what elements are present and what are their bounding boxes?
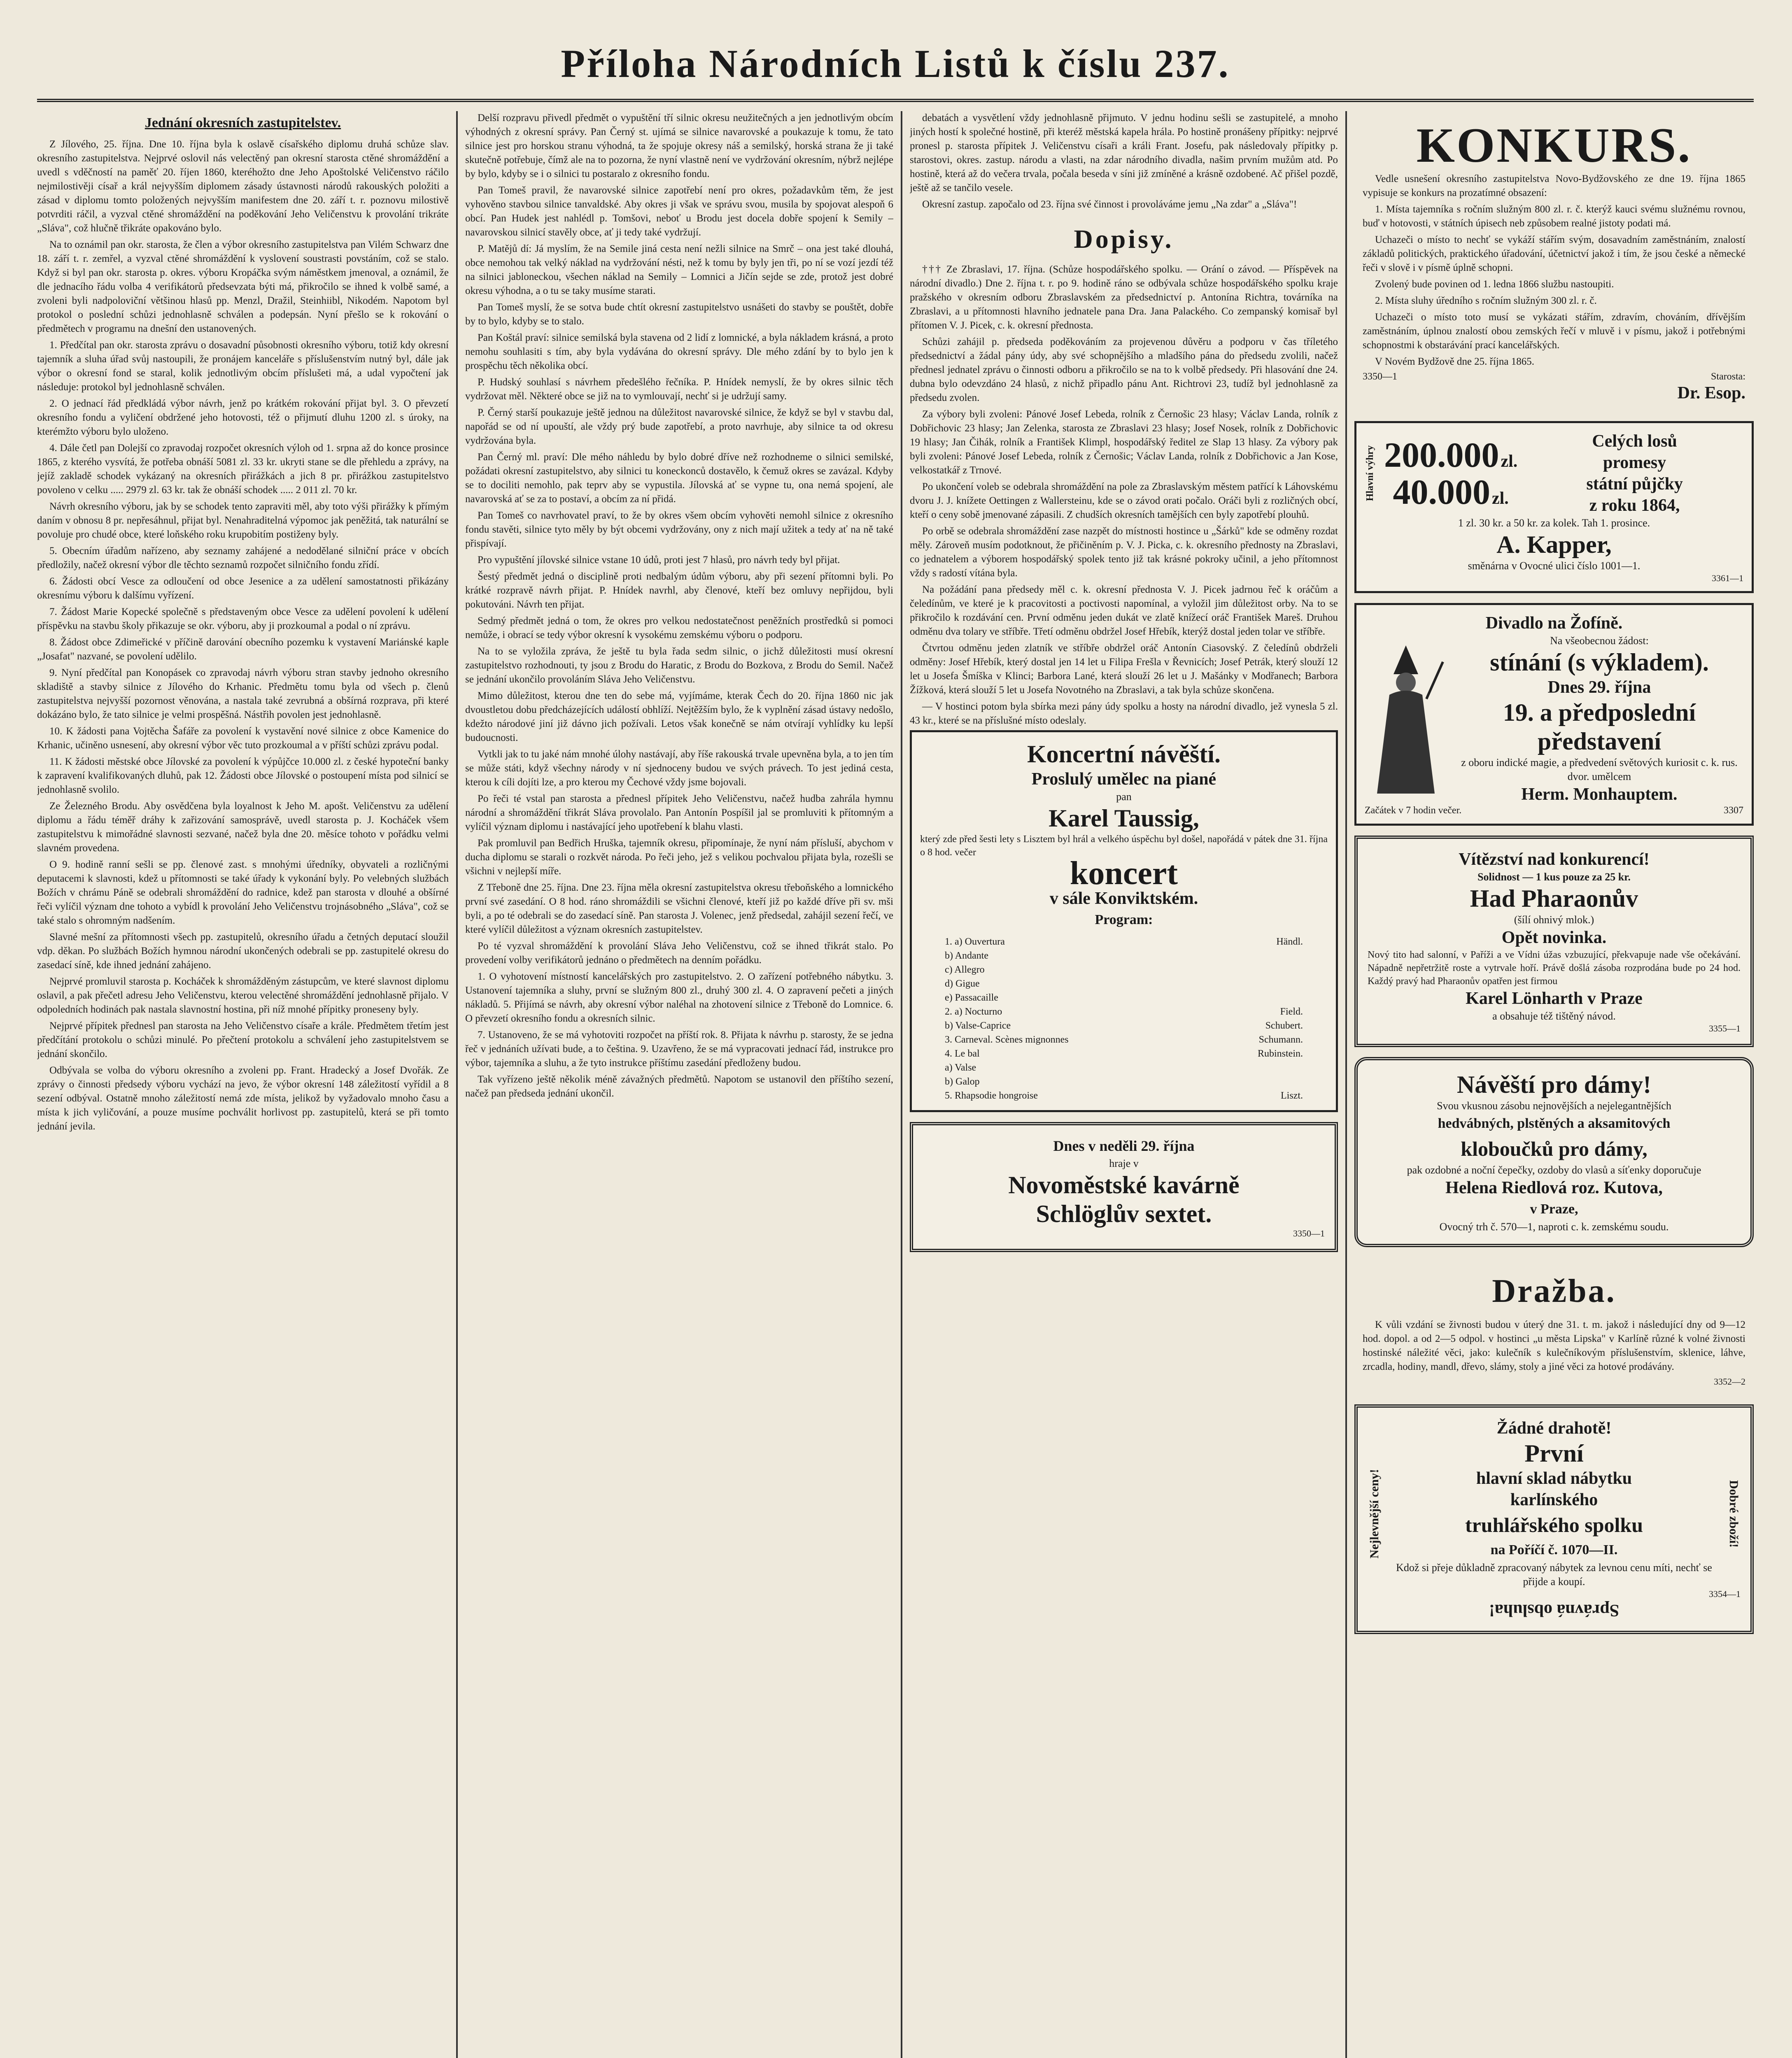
program-piece: a) Valse	[945, 1062, 976, 1073]
paragraph: ††† Ze Zbraslavi, 17. října. (Schůze hospodářského spolku. — Orání o závod. — Příspěvek na národní divadlo.) Dne 2. října t. r. po 9. hodině ráno se odbývala schůze hospodářského spolku kraje pražského v okresním odboru Zbraslavském za předsednictví p. Antonína Richtra, továrníka na Zbraslavi, a u přítomnosti hlavního jednatele pana Dra. Jana Palackého. Co zempanský komisař byl přítomen V. J. Picek, c. k. okresní přednosta.	[910, 264, 1338, 331]
program-composer: Field.	[1280, 1006, 1303, 1017]
ad-line: představení	[1538, 728, 1661, 755]
ad-title: Návěští pro dámy!	[1456, 1071, 1652, 1098]
program-composer: Schumann.	[1258, 1034, 1303, 1045]
ad-line: pan	[1116, 791, 1132, 803]
program-item	[945, 1075, 1328, 1089]
column-3	[910, 111, 1338, 2058]
paragraph: P. Černý starší poukazuje ještě jednou na důležitost navarovské silnice, že když se byl v stavbu dal, napořád se od ní upouští, ale vždy prý bude zapotřebí, a proto navrhuje, aby silnice ta od okresu vydržována byla.	[465, 407, 893, 446]
ad-line: Dnes 29. října	[1547, 678, 1651, 697]
ad-line: (šílí ohnivý mlok.)	[1514, 914, 1594, 926]
ad-text: který zde před šesti lety s Lisztem byl hrál a velkého úspěchu byl došel, napořádá v pátek dne 31. října o 8 hod. večer	[920, 834, 1328, 858]
paragraph: Nejprvé promluvil starosta p. Kocháček k shromážděným zástupcům, ve které slavnost diplomu oslavil, a pak přečetl adresu Jeho Veličenstvu, kterou velectěné shromáždění jednohlasně přijalo. V odpoledních hodinách pak nastala slavnostní hostina, při níž mnohé přípitky proneseny byly.	[37, 976, 449, 1015]
paragraph: Z Jílového, 25. října. Dne 10. října byla k oslavě císařského diplomu druhá schůze slav. okresního zastupitelstva. Nejprvé oslovil nás velectěný pan okresní starosta ctěné shromáždění a uvedl s vděčností na paměť 20. říjen 1860, kteréhožto dne Jeho Apoštolské Veličenstvo ráčilo nejmilostivěji císař a král nejvyšším diplomem zásady ústavnosti národů rakouských položiti a zásad v diplomu tomto položených nejvyšším manifestem dne 20. září t. r. poznovu milostivě potvrditi ráčil, a vyzval ctěné shromáždění na poděkování Jeho Veličenstvu k provolání trikráte „Sláva", což hlučně třikráte opakováno bylo.	[37, 139, 449, 234]
paragraph: Na to oznámil pan okr. starosta, že člen a výbor okresního zastupitelstva pan Vilém Schwarz dne 18. září t. r. zemřel, a vyzval ctěné shromáždění k vyslovení soustrasti povstáním, což se stalo. Když si byl pan okr. starosta p. okres. výboru Kropáčka svým náměstkem jmenoval, a oznámil, že dle jednacího řádu volba 4 verifikátorů předsevzata býti má, přikročilo se ihned k volbě samé, a zvoleni byli nadpoloviční většinou hlasů pp. Menzl, Dražil, Steinhiibl, Nikodém. Napotom byl protokol o poslední schůzi jednohlasně schválen a podepsán. Nyní přešlo se k rokování o předmětech v programu na dnešní den ustanovených.	[37, 239, 449, 334]
program-item	[945, 1047, 1328, 1061]
program-item	[945, 949, 1328, 963]
ad-line: promesy	[1603, 453, 1666, 472]
column-2	[465, 111, 893, 2058]
ad-line: Svou vkusnou zásobu nejnovějších a nejelegantnějších	[1437, 1100, 1671, 1112]
ad-line: Celých losů	[1592, 432, 1677, 451]
program-item	[945, 977, 1328, 991]
section-heading: Dopisy.	[1074, 224, 1174, 254]
ad-title: Vítězství nad konkurencí!	[1459, 850, 1650, 869]
ad-line: státní půjčky	[1586, 475, 1683, 494]
program-piece: 3. Carneval. Scènes mignonnes	[945, 1034, 1069, 1045]
program-piece: e) Passacaille	[945, 992, 998, 1003]
paragraph: Slavné mešní za přítomnosti všech pp. zastupitelů, okresního úřadu a četných deputací sloužil vdp. děkan. Po službách Božích hymnou národní ukončených odebrali se pp. zastupitelé okresu do zasedací síně, kde ihned jednání zahájeno.	[37, 931, 449, 971]
ad-line: karlínského	[1510, 1490, 1598, 1509]
paragraph: Na to se vyložila zpráva, že ještě tu byla řada sedm silnic, o jichž důležitosti musí okresní zastupitelstvo rozhodnouti, ty jsou z Brodu do Haratic, z Brodu do Bozkova, z Brodu do Semil. Načež se jednání ukončilo provoláním Sláva Jeho Veličenstvu.	[465, 646, 893, 685]
ad-text: Nový tito had salonní, v Paříži a ve Vídni úžas vzbuzující, překvapuje nade vše očekávání. Nápadně nepřetržitě roste a vytrvale hoří. Právě došlá zásoba rozprodána bude po 24 hod. Každý pravý had Pharaonův opatřen jest firmou	[1368, 950, 1741, 987]
ad-number: 3350—1	[1293, 1228, 1325, 1239]
program-item	[945, 991, 1328, 1005]
paragraph: Pan Tomeš co navrhovatel praví, to že by okres všem obcím vyhověti nemohl silnice z okresního fondu stavěti, silnice tyto měly by být obcemi vydržovány, ony z nich mají užitek a tedy ať na ně také přispívají.	[465, 510, 893, 549]
program-list	[945, 935, 1328, 1103]
shop-city: v Praze,	[1530, 1201, 1578, 1217]
paragraph: 7. Žádost Marie Kopecké společně s představeným obce Vesce za udělení povolení k udělení příspěvku na stavbu školy přikazuje se okr. výboru, aby ji prozkoumal a podal o ní zprávu.	[37, 606, 449, 631]
ad-text: K vůli vzdání se živnosti budou v úterý dne 31. t. m. jakož i následující dny od 9—12 hod. dopol. a od 2—5 odpol. v hostinci „u města Lipska" v Karlíně různé k volné živnosti hostinské náležité věci, jako: kulečník s kulečníkovým příslušenstvím, sklenice, láhve, zrcadla, hodiny, mandl, dřevo, slámy, stoly a jiné věci za hotové prodávány.	[1363, 1319, 1745, 1372]
article-body	[910, 111, 1338, 212]
ad-line: 19. a předposlední	[1503, 699, 1696, 726]
ad-koncert: koncert	[1070, 855, 1178, 892]
column-divider	[456, 111, 458, 2058]
column-divider	[901, 111, 902, 2058]
paragraph: — V hostinci potom byla sbírka mezi pány údy spolku a hosty na národní divadlo, jež vynesla 5 zl. 43 kr., které se na příslušné místo odeslaly.	[910, 701, 1338, 726]
magician-illustration	[1365, 637, 1447, 802]
program-piece: d) Gigue	[945, 978, 980, 989]
paragraph: Z Třeboně dne 25. října. Dne 23. října měla okresní zastupitelstva okresu třeboňského a lomnického první své zasedání. O 8 hod. ráno shromáždili se všichni členové, kteří již po každé dříve při sv. mši byli, a po té odebrali se do zasedací síně. Pan starosta J. Volenec, jenž předsedal, zahájil sezení řečí, ve které vylíčil důležitost a význam okresních zastupitelstev.	[465, 882, 893, 935]
ad-number: 3350—1	[1363, 371, 1397, 382]
ad-line: Solidnost — 1 kus pouze za 25 kr.	[1477, 871, 1631, 883]
paragraph: 2. O jednací řád předkládá výbor návrh, jenž po krátkém rokování přijat byl. 3. O převzetí okresního fondu a vyličení obdržené jeho hotovosti, též o přijmutí dluhu 1200 zl. s úroky, na kterémžto výboru bylo uloženo.	[37, 398, 449, 437]
article-body	[465, 111, 893, 1101]
ad-line: hlavní sklad nábytku	[1476, 1469, 1632, 1488]
paragraph: Tak vyřízeno ještě několik méně závažných předmětů. Napotom se ustanovil den příštího sezení, načež pan předseda jednání ukončil.	[465, 1074, 893, 1099]
paragraph: Po řeči té vstal pan starosta a přednesl přípitek Jeho Veličenstvu, načež hudba zahrála hymnu národní a shromáždění třikrát Sláva provolalo. Pan Antonín Pospíšil jal se promluviti k přítomným a vylíčil význam diplomu i nastávající jeho upotřebení k blahu vlasti.	[465, 793, 893, 832]
ad-title: Žádné drahotě!	[1496, 1419, 1612, 1438]
paragraph: 10. K žádosti pana Vojtěcha Šafáře za povolení k vystavění nové silnice z obce Kamenice do Krhanic, učiněno usnesení, aby okresní výbor věc tuto prozkoumal a v příští schůzi zprávu podal.	[37, 726, 449, 751]
program-item	[945, 963, 1328, 977]
paragraph: Po té vyzval shromáždění k provolání Sláva Jeho Veličenstvu, což se ihned třikrát stalo. Po provedení volby verifikátorů jednáno o předmětech na denním pořádku.	[465, 941, 893, 966]
performer-name: Herm. Monhauptem.	[1521, 785, 1678, 804]
program-piece: 5. Rhapsodie hongroise	[945, 1090, 1038, 1101]
program-composer: Schubert.	[1265, 1020, 1303, 1031]
program-composer: Händl.	[1276, 936, 1303, 947]
program-piece: b) Galop	[945, 1076, 980, 1087]
paragraph: 1. O vyhotovení místností kancelářských pro zastupitelstvo. 2. O zařízení potřebného nábytku. 3. Ustanovení tajemníka a sluhy, první se služným 800 zl., druhý 300 zl. 4. O zapravení pečeti a jiných nákladů. 5. Přijímá se návrh, aby okresní výbor naléhal na zhotovení silnice z Třeboně do Lomnice. 6. O převzetí okresního fondu a okresních silnic.	[465, 971, 893, 1024]
column-divider	[1345, 111, 1347, 2058]
paragraph: Mimo důležitost, kterou dne ten do sebe má, vyjímáme, kterak Čech do 20. října 1860 nic jak dvoustletou dobu předcházejících událostí obhlíží. Nejtěžším bylo, že k vyplnění zásad ústavy nedošlo, kdežto národové jiní již dávno jich požívali. Letos však konečně se nám otvírají vyhlídky ku lepší budoucnosti.	[465, 690, 893, 743]
paragraph: Okresní zastup. započalo od 23. října své činnost i provoláváme jemu „Na zdar" a „Sláva"!	[922, 199, 1297, 210]
paragraph: Čtvrtou odměnu jeden zlatník ve stříbře obdržel oráč Antonín Ciasovský. Z čeledínů obdrželi odměny: Josef Hřebík, který dostal jen 14 let u Filipa Frešla v Řevnicích; Josef Petrák, který slouží 12 let u Josefa Šmíška v Klinci; Barbora Lané, která slouží 26 let u J. Mašánky v Modřanech; Barbora Žížková, která slouží 5 let u Josefa Novotného na Zbraslavi, a tak byla schůze skončena.	[910, 643, 1338, 696]
ad-number: 3307	[1724, 805, 1743, 816]
program-item	[945, 1033, 1328, 1047]
ad-line: Dnes v neděli 29. října	[1053, 1138, 1195, 1154]
paragraph: Pak promluvil pan Bedřich Hruška, tajemník okresu, připomínaje, že nyní nám přísluší, abychom v ducha diplomu se starali o rozkvět národa. Po řeči jeho, jež s velikou pochvalou přijata byla, rozešli se všichni v nejlepší míře.	[465, 838, 893, 877]
side-label: Dobré zboží!	[1727, 1480, 1741, 1548]
paragraph: Pan Tomeš pravil, že navarovské silnice zapotřebí není pro okres, požadavkům těm, že jest vyhověno stavbou silnice tanvaldské. Aby okres ji však ve správu svou, musila by spojovat alespoň 6 obcí. Pan Hudek jest nahlédl p. Tomšovi, neboť u Brodu jest docela dobře spojení k Semily – navarovskou silnicí stavěly obce, ať ji tedy také vydržují.	[465, 185, 893, 238]
side-label: Hlavní výhry	[1365, 445, 1375, 501]
column-4	[1354, 111, 1754, 2058]
artist-name: Karel Taussig,	[1049, 805, 1199, 832]
paragraph: Schůzi zahájil p. předseda poděkováním za projevenou důvěru a podporu v čas tříletého předsednictví a žádal pány údy, aby své schopnějšího a mladšího pána do předsedu zvolili, načež přednesl jednatel zprávu o činnosti odboru a přikročilo se na to k volbě předsedy. Při hlasování dne 24. dubna bylo odevzdáno 24 hlasů, z nichž připadlo pánu Ant. Richtrovi 23, tudíž byl jednohlasně za předsedu zvolen.	[910, 336, 1338, 403]
band-name: Schlöglův sextet.	[1036, 1200, 1212, 1227]
auction-ad	[1354, 1257, 1754, 1395]
paragraph: Na požádání pana předsedy měl c. k. okresní přednosta V. J. Picek jadrnou řeč k oráčům a čeledínům, ve které je k pracovitosti a poctivosti napomínal, a vyložil jim důležitost orby. Na to se přikročilo k rozdávání cen. První odměnu jeden dukát ve zlatě knížecí oráč František Mareš. Druhou odměnu dva tolary ve stříbře. Třetí odměnu obdržel Josef Hřebík, kterýž dostal jeden tolar ve stříbře.	[910, 584, 1338, 637]
currency: zl.	[1492, 489, 1509, 508]
pharaoh-ad	[1354, 836, 1754, 1047]
ad-line: na Poříčí č. 1070—II.	[1490, 1542, 1618, 1557]
ad-number: 3352—2	[1714, 1376, 1745, 1387]
program-item	[945, 1005, 1328, 1019]
shop-address: Ovocný trh č. 570—1, naproti c. k. zemskému soudu.	[1439, 1221, 1669, 1233]
furniture-ad	[1354, 1404, 1754, 1634]
paragraph: Vytkli jak to tu jaké nám mnohé úlohy nastávají, aby říše rakouská trvale upevněna byla, a to jen tím se může státi, když všechny národy v ní sjednoceny budou ve svých právech. To jest jediná cesta, kterou k cíli dojíti lze, a pro kterou my Čechové vždy jsme bojovali.	[465, 749, 893, 788]
paragraph: Sedmý předmět jedná o tom, že okres pro velkou nedostatečnost peněžních prostředků si pomoci nemůže, i obrací se tedy výbor okresní k vysokému zemskému výboru o podporu.	[465, 615, 893, 640]
ad-line: směnárna v Ovocné ulici číslo 1001—1.	[1468, 560, 1641, 572]
ad-text: Vedle usnešení okresního zastupitelstva Novo-Bydžovského ze dne 19. října 1865 vypisuje se konkurs na prozatímné obsazení:	[1363, 173, 1745, 198]
ad-line: kloboučků pro dámy,	[1461, 1137, 1648, 1160]
ad-line: hedvábných, plstěných a aksamitových	[1438, 1116, 1671, 1131]
program-piece: c) Allegro	[945, 964, 985, 975]
ad-line: hraje v	[1109, 1157, 1139, 1169]
paragraph: debatách a vysvětlení vždy jednohlasně přijmuto. V jednu hodinu sešli se zastupitelé, a mnoho jiných hostí k společné hostině, při kteréž městská kapela hrála. Po hostině pronášeny přípitky: nejprvé pronesl p. starosta přípitek J. Veličenstvu císaři a králi Frant. Josefu, pak následovaly přípitky p. starostovi, okres. zastup. národu a vlasti, na zdar národního divadla, našim prvním mužům atd. Po hostině, která až do večera trvala, počala beseda v síni již zmíněné a krásně ozdobené. Ač přišel pozdě, ještě až se tančilo vesele.	[910, 112, 1338, 193]
masthead-title: Příloha Národních Listů k číslu 237.	[561, 42, 1230, 86]
paragraph: Po ukončení voleb se odebrala shromáždění na pole za Zbraslavským městem patřící k Láhovskému dvoru J. J. knížete Oettingen z Wallersteinu, kde se o závod orati počalo. Oráči byli z rozličných obcí, kteří o ceny sobě jmenované zápasili. Z chudších okresních tamějších cen byly zapotřebí plouhů.	[910, 481, 1338, 520]
side-label: Nejlevnější ceny!	[1368, 1469, 1381, 1559]
signature: Dr. Esop.	[1677, 384, 1745, 403]
program-item	[945, 1089, 1328, 1103]
ad-line: pak ozdobné a noční čepečky, ozdoby do vlasů a síťenky doporučuje	[1407, 1164, 1701, 1176]
theatre-ad	[1354, 603, 1754, 826]
shop-name: Helena Riedlová roz. Kutova,	[1445, 1178, 1663, 1197]
program-title: Program:	[1095, 912, 1153, 927]
paragraph: O 9. hodině ranní sešli se pp. členové zast. s mnohými úředníky, obyvateli a rozličnými deputacemi k slavnosti, kdež u přítomnosti se také úřady k vykonání byly. Po velebných službách Božích v chrámu Páně se odebrali shromáždění do radnice, kdež pan starosta v dlouhé a obšírné řeči vylíčil význam dne tohoto a vybídl k provolání Jeho Veličenstvu trojnásobného „Sláva", což se také stalo s ohromným nadšením.	[37, 859, 449, 926]
paragraph: P. Matějů dí: Já myslím, že na Semile jiná cesta není nežli silnice na Smrč – ona jest také dlouhá, obce nemohou tak velký náklad na vydržování nésti, než k tomu by byly jen tři, po ní se vozí jezdí též na silnici jabloneckou, všechen náklad na Semily – Lomnici a Jičín sejde se zde, protož jest dobré okresu výhodna, a o tu se taky musíme starati.	[465, 243, 893, 296]
paragraph: 6. Žádosti obcí Vesce za odloučení od obce Jesenice a za udělení samostatnosti přikázány okresnímu výboru k dalšímu vyřízení.	[37, 576, 449, 601]
letters-body	[910, 263, 1338, 728]
paragraph: Pan Koštál praví: silnice semilská byla stavena od 2 lidí z lomnické, a byla nákladem krásná, a proto nemohu souhlasiti s tím, aby byla vydávána do okresní správy. Dle mého zdání by to bylo jen k prospěchu těch několika obcí.	[465, 332, 893, 371]
ad-title: Divadlo na Žofíně.	[1485, 614, 1623, 633]
ad-place: v sále Konviktském.	[1049, 889, 1198, 908]
ad-text: Uchazeči o místo to nechť se vykáží stářím svým, dosavadním zaměstnáním, znalostí základů politických, praktického úřadování, účetnictví jakož i tím, že jsou české a německé řeči v slově i v písmě úplně schopni.	[1363, 234, 1745, 273]
prize-amount: 200.000	[1384, 435, 1499, 475]
paragraph: Delší rozpravu přivedl předmět o vypuštění tří silnic okresu neužitečných a jen jednotlivým obcím výhodných z okresní správy. Pan Černý st. ujímá se silnice navarovské a poukazuje k tomu, že tato silnice jest pro horskou stranu výhodná, ta že spojuje okresy náš a semilský, horská strana že ji také skutečně potřebuje, čímž ale na to pozorna, že nyní vlastně není ve vydržování okresním, nýbrž nejlépe by bylo, kdyby se i o silnici tu postaralo z okresního fondu.	[465, 112, 893, 179]
ad-line: Proslulý umělec na piané	[1031, 770, 1216, 789]
paragraph: Odbývala se volba do výboru okresního a zvoleni pp. Frant. Hradecký a Josef Dvořák. Ze zprávy o činnosti předsedy výboru vychází na jevo, že výbor okresní 148 záležitostí vyřídil a 8 sezení odbýval. Ostatně mnoho záležitostí nemá zde místa, jelikož by vyžadovalo mnoho času a místa k jich vyličování, a pouze musíme pochválit horlivost pp. zastupitelů, která se při tomto jednání jevila.	[37, 1065, 449, 1132]
concert-ad	[910, 730, 1338, 1112]
ad-date: V Novém Bydžově dne 25. října 1865.	[1375, 356, 1534, 367]
paragraph: Pro vypuštění jílovské silnice vstane 10 údů, proti jest 7 hlasů, pro návrh tedy byl přijat.	[478, 554, 840, 566]
ad-line: Na všeobecnou žádost:	[1550, 635, 1649, 647]
ad-line: truhlářského spolku	[1465, 1513, 1643, 1537]
column-1	[37, 111, 449, 2058]
cafe-ad	[910, 1122, 1338, 1252]
konkurs-ad	[1354, 111, 1754, 411]
ad-title: Dražba.	[1492, 1273, 1616, 1309]
firm-name: Karel Lönharth v Praze	[1466, 989, 1643, 1008]
program-composer: Liszt.	[1281, 1090, 1303, 1101]
paragraph: 7. Ustanoveno, že se má vyhotoviti rozpočet na příští rok. 8. Přijata k návrhu p. starosty, že se jedna řeč v jednáních užívati bude, a to čeština. 9. Uzavřeno, že se má vypracovati jednací řád, instrukce pro výbor, tajemníka a sluhu, a že tyto instrukce příštímu zasedání předloženy budou.	[465, 1029, 893, 1069]
program-item	[945, 935, 1328, 949]
article-body	[37, 137, 449, 1134]
cafe-name: Novoměstské kavárně	[1008, 1171, 1240, 1199]
paragraph: P. Hudský souhlasí s návrhem předešlého řečníka. P. Hnídek nemyslí, že by okres silnic těch vydržovat měl. Některé obce se již na to vymlouvají, nechť si je udržují samy.	[465, 377, 893, 402]
signature-label: Starosta:	[1711, 371, 1745, 382]
paragraph: 8. Žádost obce Zdimeřické v příčině darování obecního pozemku k vystavení Mariánské kaple „Josafat" nazvané, se povolení udělilo.	[37, 637, 449, 662]
currency: zl.	[1501, 452, 1518, 471]
paragraph: 4. Dále četl pan Dolejší co zpravodaj rozpočet okresních výloh od 1. srpna až do konce prosince 1865, z kterého vysvítá, že potřeba obnáší 5081 zl. 33 kr. ukryti stane se dle přehledu a zprávy, na jejíž zakladě schodek vykázaný na okresních přirážkách a jich 8 pr. přirážkou zastupitelstvo povoleno v celku ..... 2979 zl. 63 kr. tak že obnáší schodek ..... 2 011 zl. 70 kr.	[37, 442, 449, 496]
ad-line: Kdož si přeje důkladně zpracovaný nábytek za levnou cenu míti, nechť se přijde a koupí.	[1396, 1562, 1712, 1588]
masthead	[37, 29, 1754, 102]
ad-line: a obsahuje též tištěný návod.	[1492, 1010, 1616, 1022]
paragraph: Za výbory byli zvoleni: Pánové Josef Lebeda, rolník z Černošic 23 hlasy; Václav Landa, rolník z Dobřichovic 23 hlasy; Jan Zelenka, starosta ze Zbraslavi 23 hlasy; Josef Nosek, rolník z Dobřichovic 19 hlasy; Jan Čihák, rolník a František Klimpl, hospodářský ředitel ze Slap 13 hlasy. Za výbory pak byli zvoleni: Pánové Josef Lebeda, rolník z Černošic; Václav Landa, rolník z Dobřichovic a Jan Kose, velkostatkář z Trnové.	[910, 409, 1338, 476]
program-item	[945, 1061, 1328, 1075]
paragraph: 11. K žádosti městské obce Jílovské za povolení k výpůjčce 10.000 zl. z české hypoteční banky k zapravení kvalifikovaných dluhů, pak 12. Žádosti obce Jílovské o postoupení místa pod silnicí se jednohlasně svolilo.	[37, 756, 449, 795]
prize-amount: 40.000	[1393, 472, 1490, 512]
program-piece: b) Valse-Caprice	[945, 1020, 1011, 1031]
program-piece: 2. a) Nocturno	[945, 1006, 1002, 1017]
lottery-ad	[1354, 421, 1754, 593]
ad-line: První	[1524, 1440, 1584, 1467]
ad-line: 1 zl. 30 kr. a 50 kr. za kolek. Tah 1. prosince.	[1458, 517, 1650, 529]
ladies-ad	[1354, 1057, 1754, 1247]
ad-line: Opět novinka.	[1501, 928, 1607, 947]
paragraph: 5. Obecním úřadům nařízeno, aby seznamy zahájené a nedodělané silniční práce v obcích předložily, načež okresní výbor dle těchto seznamů rozpočet silničního fondu zřídí.	[37, 545, 449, 570]
ad-title: Koncertní návěští.	[1027, 740, 1221, 768]
paragraph: Návrh okresního výboru, jak by se schodek tento zapraviti měl, aby toto výši přirážky k přímým daním v obnosu 8 pr. nepřesáhnul, přijat byl. Nenahraditelná výpomoc jak peněžitá, tak naturální se povoluje pro chudé obce, které loňského roku krupobitím postiženy byly.	[37, 501, 449, 540]
ad-title: KONKURS.	[1416, 118, 1692, 172]
ad-number: 3354—1	[1709, 1589, 1741, 1599]
ad-line: z roku 1864,	[1589, 496, 1680, 515]
product-name: Had Pharaonův	[1470, 885, 1638, 912]
paragraph: Pan Tomeš myslí, že se sotva bude chtít okresní zastupitelstvo usnášeti do stavby se pouštět, dobře by to bylo, kdyby se to stalo.	[465, 302, 893, 327]
program-item	[945, 1019, 1328, 1033]
paragraph: Pan Černý ml. praví: Dle mého náhledu by bylo dobré dříve než rozhodneme o silnici semilské, požádati okresní zastupitelstvo, aby silnici tu koneckonců dostavělo, k čemuž okres se zavázal. Kdyby se to dociliti nemohlo, pak teprv aby se vypustila. Jílovská ať se vypne tu, ona nemá spojení, ale navarovská ať se za to postaví, a obcím za ní přidá.	[465, 452, 893, 505]
paragraph: Ze Železného Brodu. Aby osvědčena byla loyalnost k Jeho M. apošt. Veličenstvu za udělení diplomu a řádu téměř dráhy k zařizování samosprávě, uvedl starosta p. J. Kocháček všem zastupitelstvu k mimořádné slavnosti sezvané, načež byla dne 20. měsíce tohoto v pořádku velmi slavném provedena.	[37, 801, 449, 854]
paragraph: Po orbě se odebrala shromáždění zase nazpět do místnosti hostince u „Šárků" kde se odměny rozdat měly. Zároveň musím podotknout, že přičiněním p. V. J. Picka, c. k. okresního přednosty na Zbraslavi, co jednatelem a výborem hospodářský spolek tento již tak krásné pokroky učinil, a jeho přítomnost vždy s radostí vítána byla.	[910, 526, 1338, 579]
program-composer: Rubinstein.	[1257, 1048, 1303, 1059]
program-piece: 1. a) Ouvertura	[945, 936, 1005, 947]
paragraph: 1. Předčítal pan okr. starosta zprávu o dosavadní působnosti okresního výboru, totiž kdy okresní tajemník a sluha úřad svůj nastoupili, že pronájem kanceláře s příslušenstvím nutný byl, dále jak výbor o okresní fond se staral, kolik jednotlivým obcím příslušeti má, a udal vypočtení jak následuje: protokol byl jednohlasně schválen.	[37, 340, 449, 393]
newspaper-page	[37, 29, 1754, 2058]
ad-line: z oboru indické magie, a předvedení světových kuriosit c. k. rus. dvor. umělcem	[1461, 757, 1738, 782]
program-piece: 4. Le bal	[945, 1048, 980, 1059]
program-piece: b) Andante	[945, 950, 988, 961]
ad-line: stínání (s výkladem).	[1490, 649, 1709, 676]
paragraph: Nejprvé přípitek přednesl pan starosta na Jeho Veličenstvo císaře a krále. Předmětem třetím jest předčítání protokolu o schůzi minulé. Po přečtení protokolu a schválení jeho zastupitelstvem se jednání skončilo.	[37, 1020, 449, 1059]
ad-text: 1. Místa tajemníka s ročním služným 800 zl. r. č. kterýž kauci svému služnému rovnou, buď v hotovosti, v státních úpisech neb způsobem realné jistoty podati má.	[1363, 204, 1745, 229]
ad-text: 2. Místa sluhy úředního s ročním služným 300 zl. r. č.	[1375, 295, 1597, 306]
section-heading: Jednání okresních zastupitelstev.	[144, 115, 341, 130]
ad-number: 3355—1	[1709, 1023, 1741, 1034]
ad-number: 3361—1	[1712, 573, 1743, 583]
ad-text: Uchazeči o místo toto musí se vykázati stářím, zdravím, chováním, dřívějším zaměstnáním, úplnou znalostí obou zemských řečí v mluvě i v písmu, jakož i potřebnými schopnostmi k obstarávání prací kancelářských.	[1363, 312, 1745, 351]
ad-line: Správná obsluha!	[1489, 1601, 1620, 1620]
ad-line: Začátek v 7 hodin večer.	[1365, 805, 1462, 816]
paragraph: 9. Nyní předčítal pan Konopásek co zpravodaj návrh výboru stran stavby jednoho okresního skladiště a stavby silnice z Jílového do Krhanic. Předmětu tomu byla od všech p. členů zastupitelstva nejvyšší pozornost věnována, a nastala také zevrubná a obšírná rozprava, při které dokázáno bylo, že tato silnice je velmi prospěšná. Nástřih povolen jest jednohlasně.	[37, 667, 449, 720]
ad-text: Zvolený bude povinen od 1. ledna 1866 službu nastoupiti.	[1375, 279, 1614, 290]
paragraph: Šestý předmět jedná o disciplině proti nedbalým údům výboru, aby při sezení přítomni byli. Po krátké rozpravě návrh přijat. P. Hnídek navrhl, aby členové, kteří bez omluvy nepřijdou, byli pokutováni. Návrh ten přijat.	[465, 571, 893, 610]
firm-name: A. Kapper,	[1496, 531, 1612, 558]
